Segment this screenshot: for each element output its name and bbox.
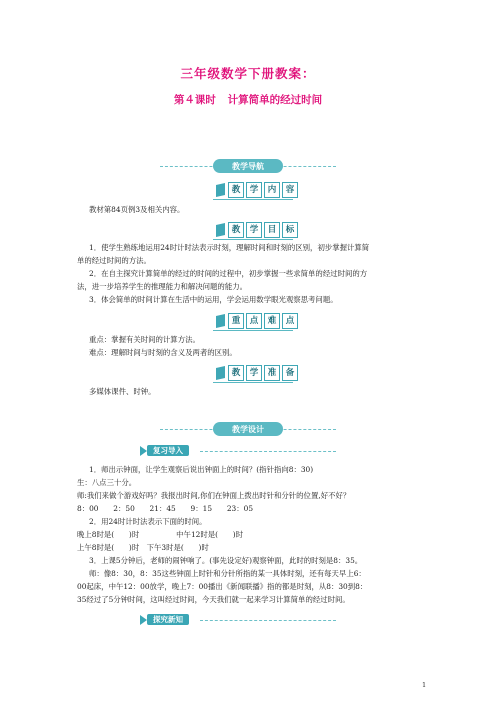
- char-box: 点: [246, 313, 262, 329]
- review-line: 上午8时是( )时 下午3时是( )时: [77, 543, 209, 552]
- review-line: 8：00 2：50 21：45 9：15 23：05: [77, 504, 254, 513]
- review-line: 晚上8时是( )时 中午12时是( )时: [77, 530, 244, 539]
- char-box: 难: [264, 313, 280, 329]
- review-tag: [140, 445, 189, 456]
- section-header-prep: [216, 365, 298, 381]
- section-header-goals: [216, 222, 298, 238]
- lesson-title: 计算简单的经过时间: [227, 94, 323, 106]
- review-line: 3．上课5分钟后，老师的闹钟响了。(事先设定好)观察钟面，此时的时刻是8：35。: [89, 556, 363, 565]
- section-header-content: [216, 182, 298, 198]
- review-line: 师:我们来做个游戏好吗？我报出时间,你们在钟面上拨出时针和分针的位置,好不好？: [77, 491, 351, 500]
- review-line: 1．师出示钟面，让学生观察后说出钟面上的时间？(指针指向8：30): [89, 465, 314, 474]
- difficulty-line: 难点：理解时间与时刻的含义及两者的区别。: [89, 348, 237, 357]
- section-chars-goals: [228, 222, 298, 238]
- goal-line: 单的经过时间的方法。: [77, 256, 151, 265]
- explore-tag-rule: [200, 620, 336, 621]
- review-line: 师：像8：30，8：35这些钟面上时针和分针所指的某一具体时刻，还有每天早上6：: [89, 569, 366, 578]
- goal-line: 2．在自主探究计算简单的经过的时间的过程中，初步掌握一些求简单的经过时间的方: [89, 269, 368, 278]
- char-box: 重: [228, 313, 244, 329]
- explore-tag-label: 探究新知: [147, 614, 189, 625]
- cube-icon: [216, 314, 225, 328]
- review-line: 35经过了5分钟时间，这叫经过时间，今天我们就一起来学习计算简单的经过时间。: [77, 595, 350, 604]
- section-underline: [213, 239, 293, 240]
- char-box: 教: [228, 222, 244, 238]
- cube-icon: [216, 366, 225, 380]
- cube-icon: [216, 223, 225, 237]
- section-chars-key-points: [228, 313, 298, 329]
- nav-banner: 教学导航: [213, 159, 283, 173]
- page-number: 1: [422, 681, 427, 689]
- arrow-icon: [140, 446, 147, 456]
- lesson-heading: [0, 92, 496, 107]
- section-header-key-points: [216, 313, 298, 329]
- section-underline: [213, 199, 293, 200]
- char-box: 容: [282, 182, 298, 198]
- explore-tag: [140, 614, 189, 625]
- arrow-icon: [140, 615, 147, 625]
- char-box: 学: [246, 182, 262, 198]
- char-box: 目: [264, 222, 280, 238]
- design-banner: 教学设计: [213, 422, 283, 436]
- char-box: 内: [264, 182, 280, 198]
- review-line: 2．用24时计时法表示下面的时间。: [89, 517, 207, 526]
- lesson-number: 第４课时: [173, 94, 216, 106]
- review-tag-rule: [200, 451, 336, 452]
- goal-line: 1．使学生熟练地运用24时计时法表示时刻，理解时间和时刻的区别，初步掌握计算简: [89, 243, 370, 252]
- section-chars-prep: [228, 365, 298, 381]
- review-tag-label: 复习导入: [147, 445, 189, 456]
- section-chars-content: [228, 182, 298, 198]
- char-box: 教: [228, 365, 244, 381]
- review-line: 00起床，中午12：00放学，晚上7：00播出《新闻联播》指的都是时刻，从8：30到8：: [77, 582, 368, 591]
- document-title: 三年级数学下册教案：: [180, 66, 316, 81]
- char-box: 准: [264, 365, 280, 381]
- content-text: 教材第84页例3及相关内容。: [89, 205, 185, 214]
- section-underline: [213, 382, 293, 383]
- section-underline: [213, 330, 293, 331]
- review-line: 生：八点三十分。: [77, 478, 137, 487]
- char-box: 学: [246, 365, 262, 381]
- char-box: 标: [282, 222, 298, 238]
- key-point-line: 重点：掌握有关时间的计算方法。: [89, 335, 200, 344]
- goal-line: 3．体会简单的时间计算在生活中的运用，学会运用数学眼光观察思考问题。: [89, 295, 338, 304]
- prep-text: 多媒体课件、时钟。: [89, 387, 156, 396]
- cube-icon: [216, 183, 225, 197]
- char-box: 学: [246, 222, 262, 238]
- char-box: 点: [282, 313, 298, 329]
- char-box: 教: [228, 182, 244, 198]
- char-box: 备: [282, 365, 298, 381]
- goal-line: 法，进一步培养学生的推理能力和解决问题的能力。: [77, 282, 247, 291]
